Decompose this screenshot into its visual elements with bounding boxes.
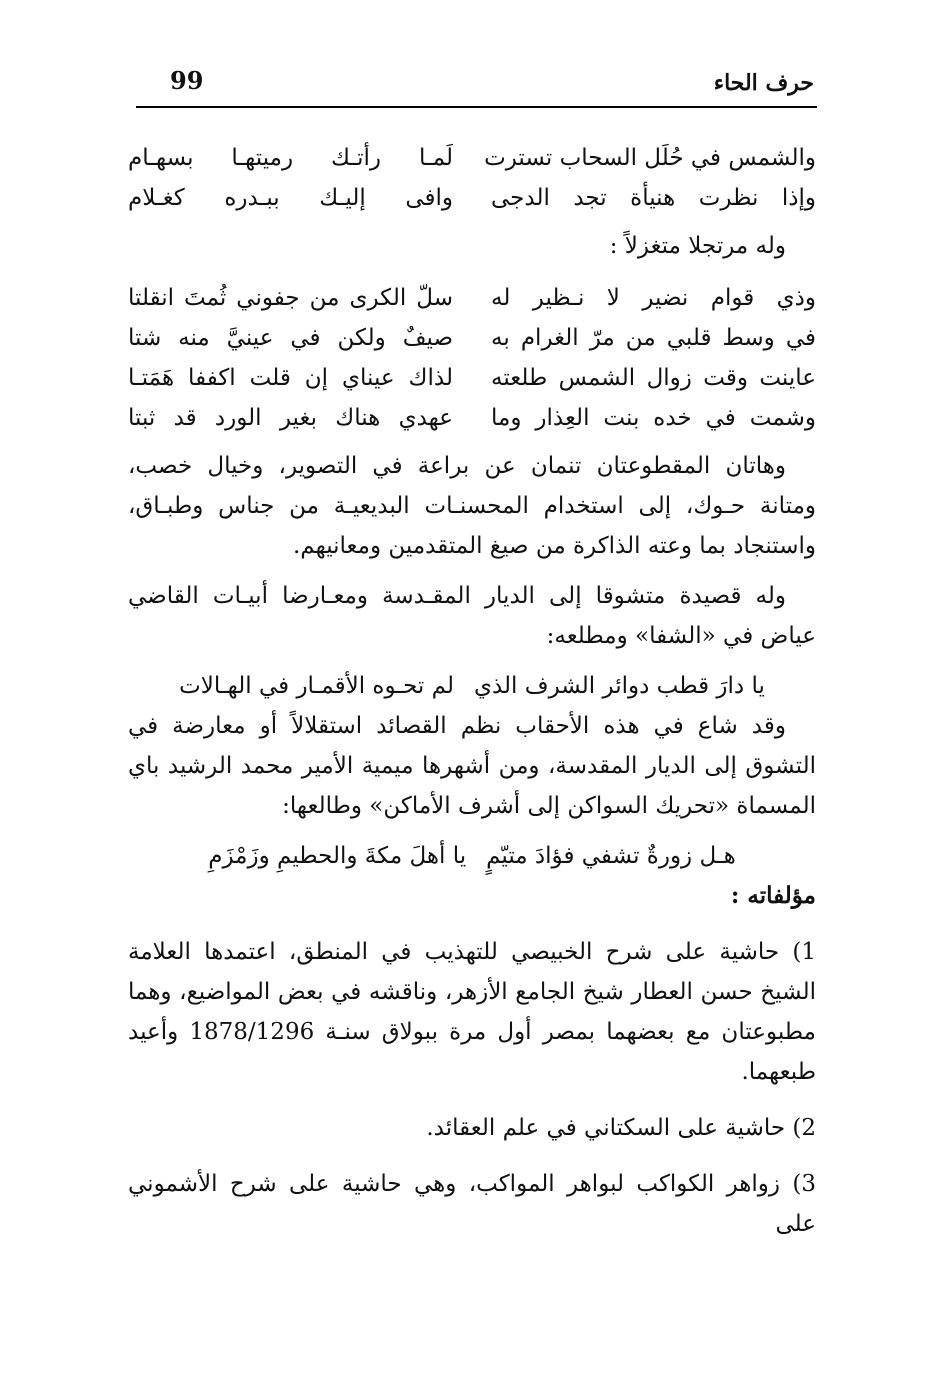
- verse-line: [128, 178, 816, 218]
- works-list-item: [128, 1164, 816, 1244]
- verse-line: [128, 278, 816, 318]
- verse-second-hemistich: لذاك عيناي إن قلت اكففا هَمَتـا: [128, 365, 453, 391]
- page-number: 99: [170, 66, 204, 95]
- list-number: 2): [792, 1115, 816, 1141]
- verse-second-hemistich: سلّ الكرى من جفوني ثُمتَ انقلتا: [128, 285, 453, 311]
- verse-line: [128, 318, 816, 358]
- list-text: زواهر الكواكب لبواهر المواكب، وهي حاشية على شرح الأشموني على: [128, 1171, 816, 1237]
- verse-second-hemistich: لَمـا رأتـك رميتهـا بسهـام: [128, 145, 453, 171]
- verse-first-hemistich: وذي قوام نضير لا نـظير له: [491, 285, 816, 311]
- verse-first-hemistich: في وسط قلبي من مرّ الغرام به: [491, 325, 816, 351]
- verse-first-hemistich: وإذا نظرت هنيأة تجد الدجى: [491, 185, 816, 211]
- list-number: 3): [792, 1171, 816, 1197]
- verse-line: [128, 398, 816, 438]
- verse-second-hemistich: لم تحـوه الأقمـار في الهـالات: [179, 673, 454, 699]
- verse-first-hemistich: يا دارَ قطب دوائر الشرف الذي: [473, 673, 765, 699]
- verse-line: [128, 138, 816, 178]
- page-body: [128, 138, 816, 1244]
- works-list-item: [128, 1108, 816, 1148]
- poem-1: [128, 138, 816, 218]
- running-header-title: حرف الحاء: [713, 70, 814, 96]
- verse-first-hemistich: والشمس في حُلَل السحاب تسترت: [484, 145, 816, 171]
- list-text: حاشية على السكتاني في علم العقائد.: [426, 1115, 786, 1141]
- verse-second-hemistich: يا أهلَ مكةَ والحطيمِ وزَمْزَمِ: [208, 843, 467, 869]
- paragraph-tradition: وقد شاع في هذه الأحقاب نظم القصائد استقلالاً أو معارضة في التشوق إلى الديار المقدسة، ومن أشهرها ميمية الأمير محمد الرشيد باي المسماة «تحريك السواكن إلى أشرف الأماكن» وطالعها:: [128, 713, 816, 819]
- poem-2-intro: وله مرتجلا متغزلاً :: [609, 233, 786, 259]
- works-list-item: [128, 932, 816, 1092]
- paragraph-commentary: وهاتان المقطوعتان تنمان عن براعة في التصوير، وخيال خصب، ومتانة حـوك، إلى استخدام المحسنـات البديعيـة من جناس وطبـاق، واستنجاد بما وعته الذاكرة من صيغ المتقدمين ومعانيهم.: [128, 453, 816, 559]
- list-text: حاشية على شرح الخبيصي للتهذيب في المنطق، اعتمدها العلامة الشيخ حسن العطار شيخ الجامع الأزهر، وناقشه في بعض المواضيع، وهما مطبوعتان مع بعضهما بمصر أول مرة ببولاق سنـة 1878/1296 وأعيد طبعهما.: [128, 939, 816, 1085]
- poem-2: [128, 278, 816, 438]
- list-number: 1): [792, 939, 817, 965]
- verse-first-hemistich: وشمت في خده بنت العِذار وما: [491, 405, 816, 431]
- verse-second-hemistich: عهدي هناك بغير الورد قد ثبتا: [128, 405, 453, 431]
- paragraph-qasida-intro: وله قصيدة متشوقا إلى الديار المقـدسة ومعـارضا أبيـات القاضي عياض في «الشفا» ومطلعه:: [128, 583, 816, 649]
- verse-first-hemistich: هـل زورةٌ تشفي فؤادَ متيّمٍ: [486, 843, 736, 869]
- verse-second-hemistich: وافى إليـك ببـدره كغـلام: [128, 185, 453, 211]
- verse-first-hemistich: عاينت وقت زوال الشمس طلعته: [491, 365, 816, 391]
- verse-line-matla: [128, 666, 816, 706]
- section-heading-works: مؤلفاته :: [730, 882, 816, 909]
- header-divider: [136, 106, 817, 108]
- verse-second-hemistich: صيفٌ ولكن في عينيَّ منه شتا: [128, 325, 453, 351]
- verse-line-mimiyya: [128, 836, 816, 876]
- verse-line: [128, 358, 816, 398]
